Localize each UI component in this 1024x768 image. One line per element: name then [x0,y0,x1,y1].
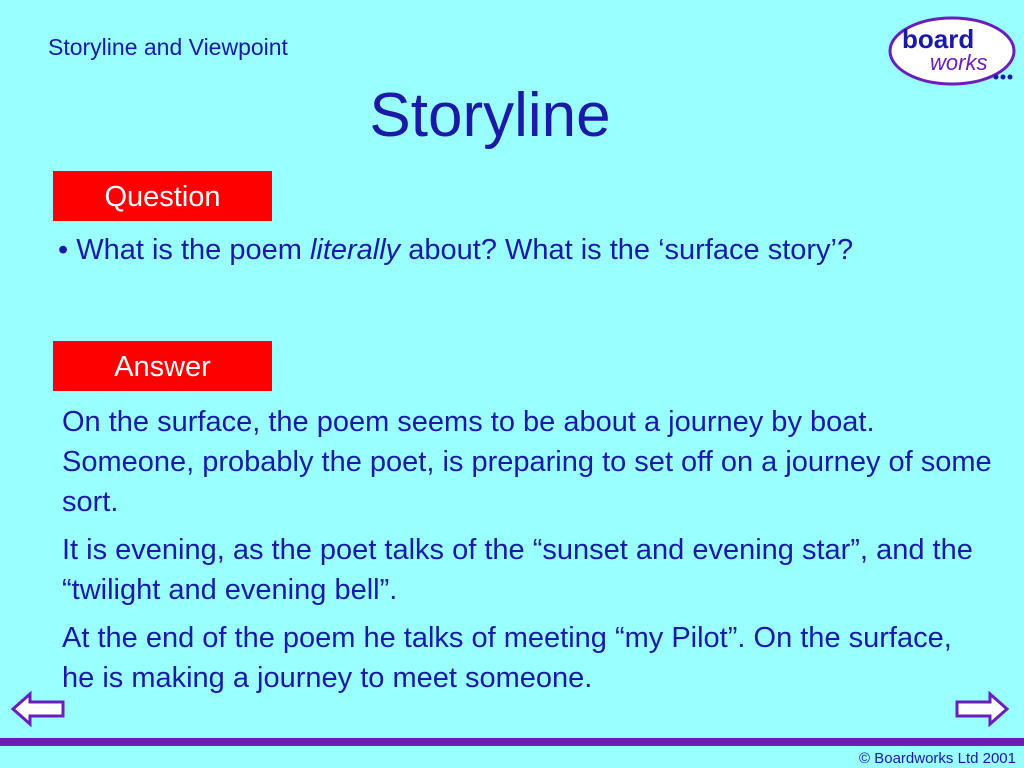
left-arrow-icon [10,689,66,729]
answer-text [62,402,992,706]
answer-paragraph: It is evening, as the poet talks of the “sunset and evening star”, and the “twilight and evening bell”. [62,534,973,606]
question-label: Question [53,171,272,221]
question-post: about? What is the ‘surface story’? [400,234,854,266]
section-title: Storyline and Viewpoint [48,34,288,60]
copyright: © Boardworks Ltd 2001 [859,750,1016,767]
answer-label: Answer [53,341,272,391]
prev-slide-button[interactable] [10,689,66,729]
footer-bar [0,738,1024,746]
boardworks-logo [886,14,1018,88]
logo-text-works: works [930,50,988,75]
next-slide-button[interactable] [954,689,1010,729]
right-arrow-icon [954,689,1010,729]
answer-paragraph: On the surface, the poem seems to be about a journey by boat. Someone, probably the poet, is preparing to set off on a journey of some sort. [62,406,992,518]
answer-paragraph: At the end of the poem he talks of meeting “my Pilot”. On the surface, he is making a journey to meet someone. [62,622,952,694]
slide-title: Storyline [369,81,611,150]
question-text [58,230,958,270]
question-pre: What is the poem [68,234,310,266]
question-emphasis: literally [309,234,401,266]
logo-text-board: board [902,24,975,54]
question-bullet: • [58,234,69,266]
